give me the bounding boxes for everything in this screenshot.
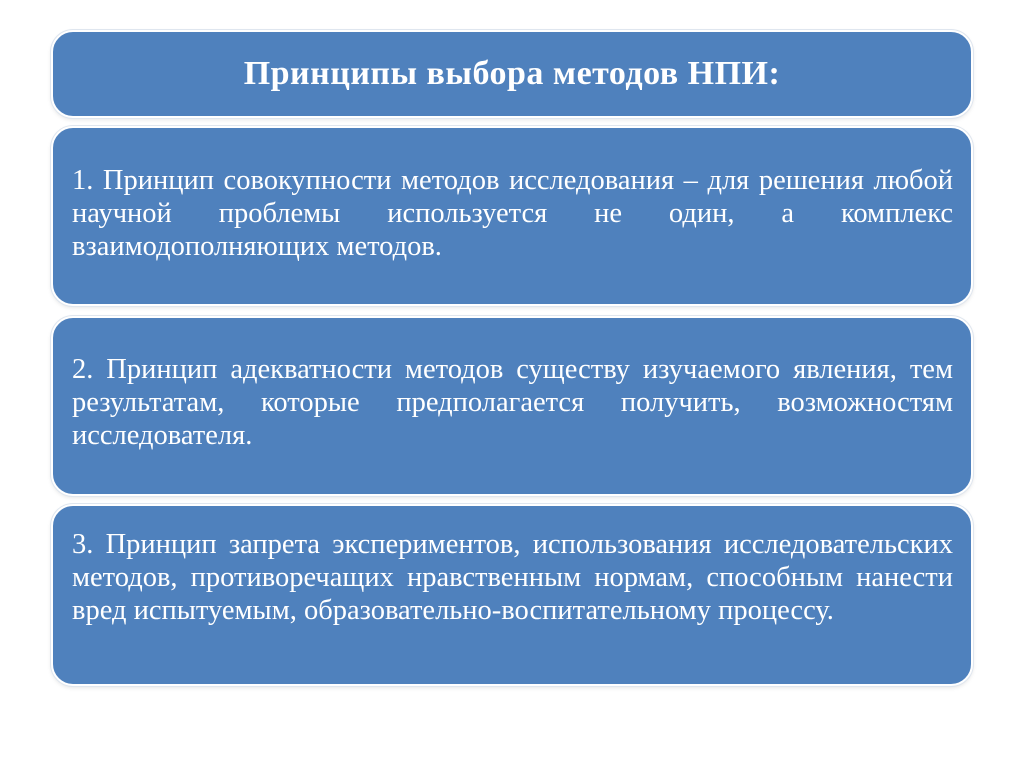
slide-title: Принципы выбора методов НПИ: [243, 55, 781, 92]
principle-text-2: 2. Принцип адекватности методов существу изучаемого явления, тем результатам, которые предполагается получить, возможностям исследователя. [72, 354, 953, 451]
principle-box-1 [51, 126, 973, 306]
principle-text-3: 3. Принцип запрета экспериментов, использования исследовательских методов, противоречащих нравственным нормам, способным нанести вред испытуемым, образовательно-воспитательному процессу. [72, 529, 953, 626]
title-box [51, 30, 973, 118]
principle-box-3 [51, 504, 973, 686]
principle-text-1: 1. Принцип совокупности методов исследования – для решения любой научной проблемы используется не один, а комплекс взаимодополняющих методов. [72, 165, 953, 262]
principle-box-2 [51, 316, 973, 496]
